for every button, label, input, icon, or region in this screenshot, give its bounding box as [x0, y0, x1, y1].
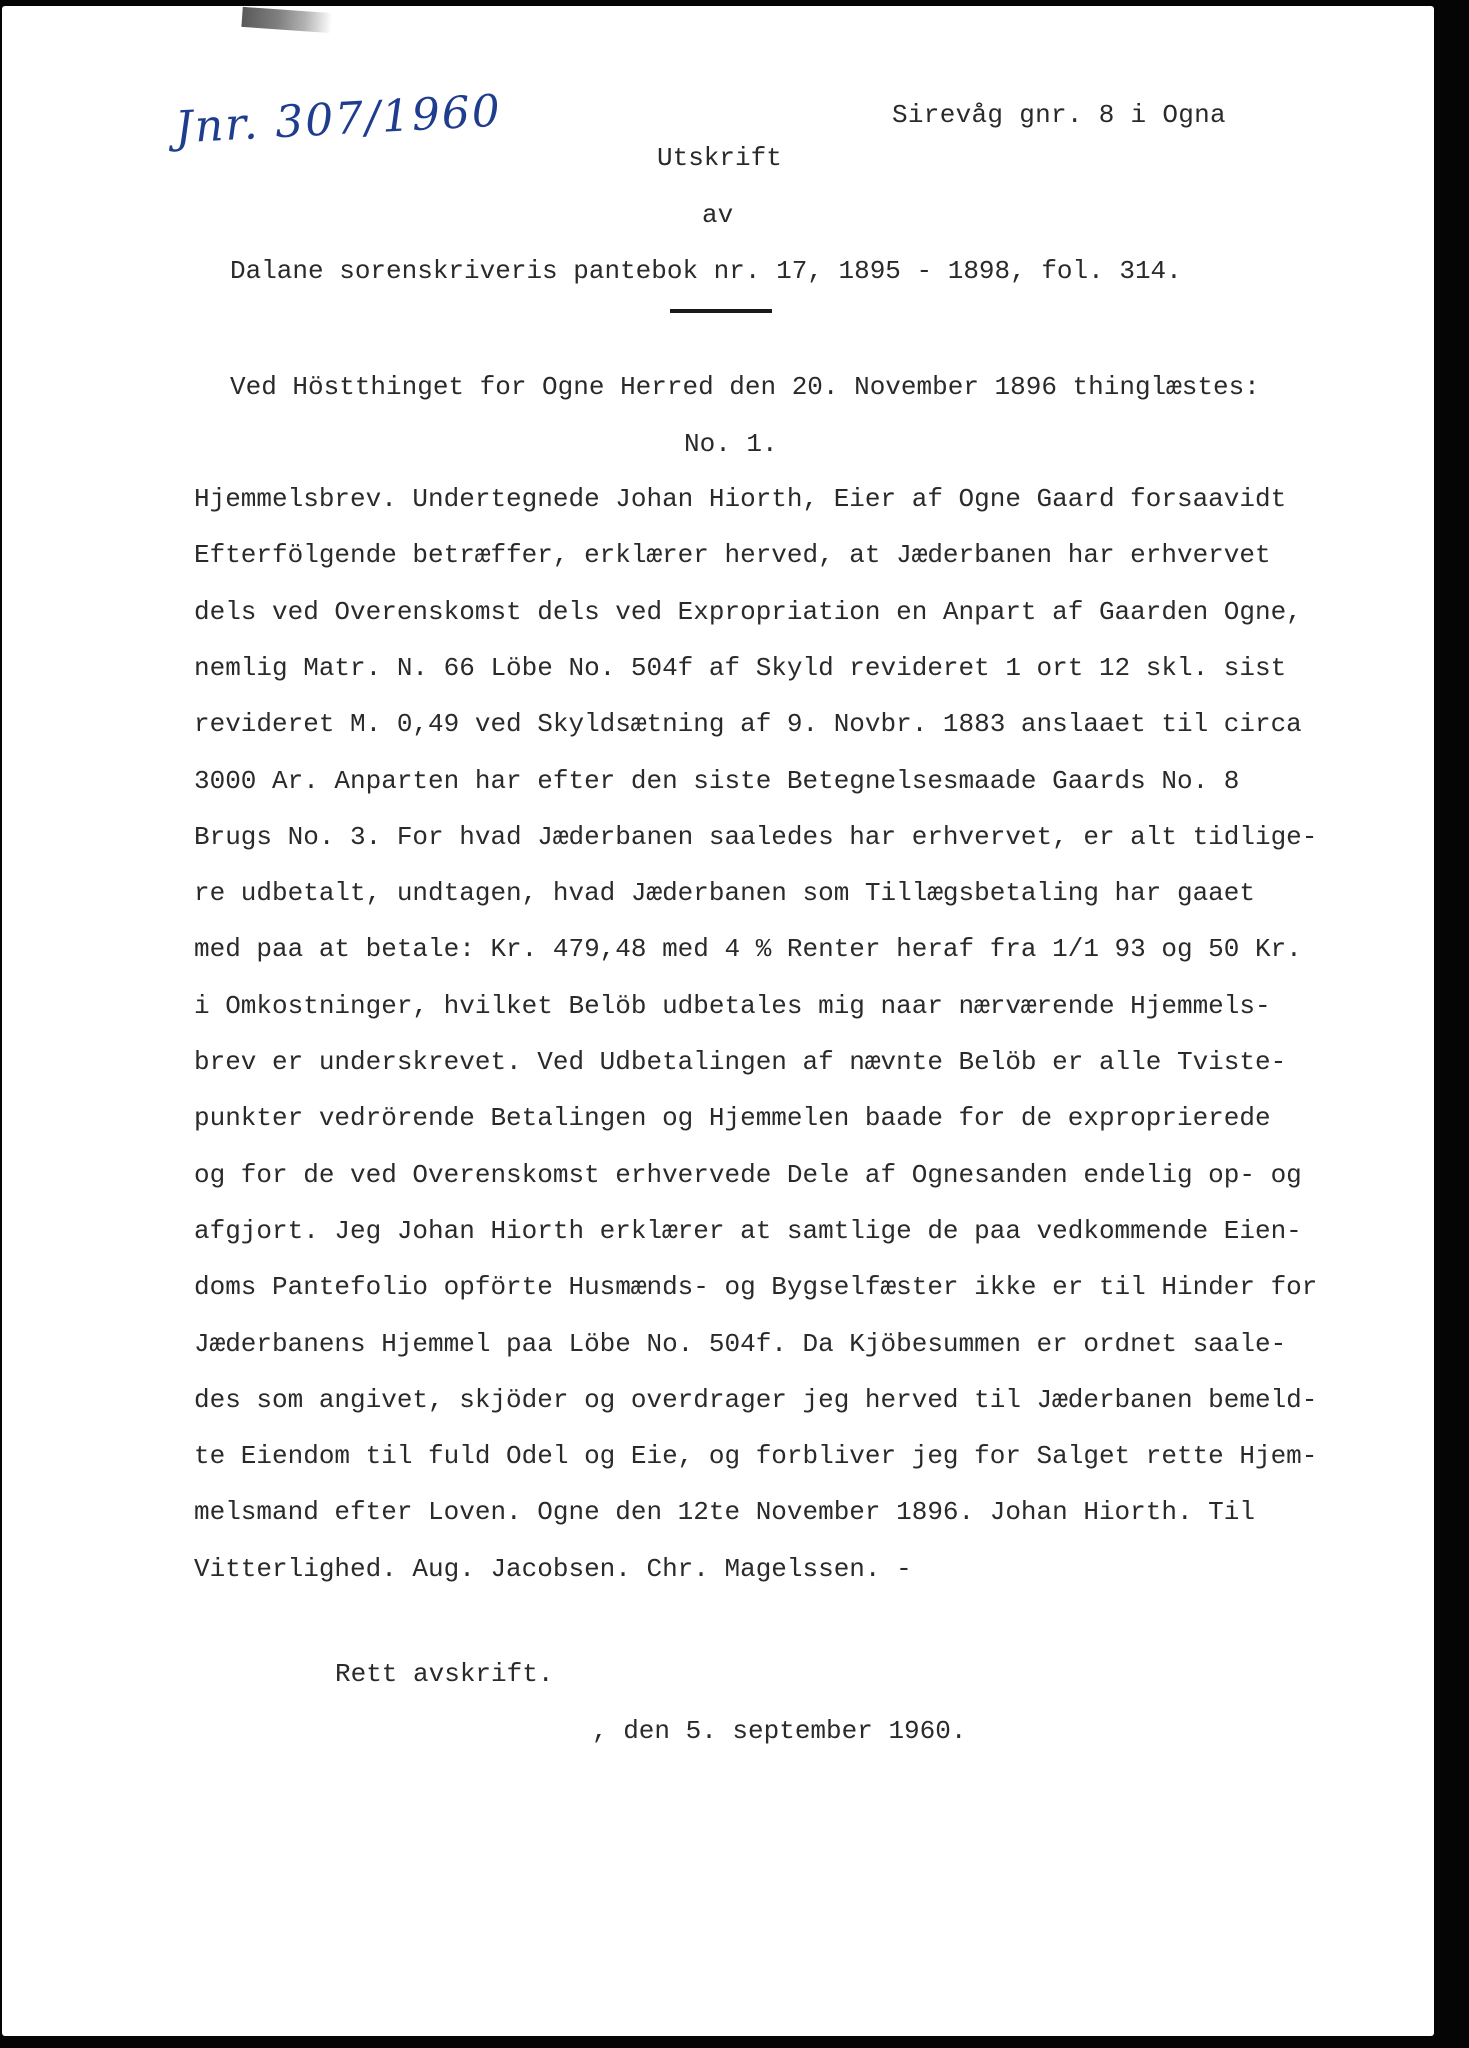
deed-text-line: Vitterlighed. Aug. Jacobsen. Chr. Magelssen. -: [194, 1554, 912, 1584]
deed-text-line: Brugs No. 3. For hvad Jæderbanen saaledes har erhvervet, er alt tidlige-: [194, 822, 1318, 852]
entry-number: No. 1.: [684, 429, 778, 459]
deed-text-line: doms Pantefolio opförte Husmænds- og Bygselfæster ikke er til Hinder for: [194, 1272, 1318, 1302]
deed-text-line: med paa at betale: Kr. 479,48 med 4 % Renter heraf fra 1/1 93 og 50 Kr.: [194, 934, 1302, 964]
certification-date: , den 5. september 1960.: [592, 1716, 967, 1746]
property-reference: Sirevåg gnr. 8 i Ogna: [892, 100, 1226, 130]
deed-text-line: nemlig Matr. N. 66 Löbe No. 504f af Skyld revideret 1 ort 12 skl. sist: [194, 653, 1287, 683]
deed-text-line: Efterfölgende betræffer, erklærer herved, at Jæderbanen har erhvervet: [194, 540, 1271, 570]
session-intro: Ved Höstthinget for Ogne Herred den 20. November 1896 thinglæstes:: [230, 372, 1260, 402]
deed-text-line: afgjort. Jeg Johan Hiorth erklærer at samtlige de paa vedkommende Eien-: [194, 1216, 1302, 1246]
document-title: Utskrift: [657, 143, 782, 173]
deed-text-line: Hjemmelsbrev. Undertegnede Johan Hiorth, Eier af Ogne Gaard forsaavidt: [194, 484, 1287, 514]
title-connector: av: [702, 200, 734, 230]
deed-text-line: brev er underskrevet. Ved Udbetalingen af nævnte Belöb er alle Tviste-: [194, 1047, 1287, 1077]
deed-text-line: revideret M. 0,49 ved Skyldsætning af 9. Novbr. 1883 anslaaet til circa: [194, 709, 1302, 739]
deed-text-line: des som angivet, skjöder og overdrager jeg herved til Jæderbanen bemeld-: [194, 1385, 1318, 1415]
deed-text-line: melsmand efter Loven. Ogne den 12te November 1896. Johan Hiorth. Til: [194, 1497, 1255, 1527]
certification-note: Rett avskrift.: [335, 1659, 554, 1689]
deed-text-line: punkter vedrörende Betalingen og Hjemmelen baade for de exproprierede: [194, 1103, 1271, 1133]
deed-text-line: og for de ved Overenskomst erhvervede Dele af Ognesanden endelig op- og: [194, 1160, 1302, 1190]
deed-text-line: Jæderbanens Hjemmel paa Löbe No. 504f. Da Kjöbesummen er ordnet saale-: [194, 1329, 1287, 1359]
handwritten-journal-number: Jnr. 307/1960: [173, 85, 504, 154]
deed-text-line: te Eiendom til fuld Odel og Eie, og forbliver jeg for Salget rette Hjem-: [194, 1441, 1318, 1471]
deed-text-line: re udbetalt, undtagen, hvad Jæderbanen som Tillægsbetaling har gaaet: [194, 878, 1255, 908]
stamp-smudge: [241, 7, 332, 33]
deed-text-line: i Omkostninger, hvilket Belöb udbetales mig naar nærværende Hjemmels-: [194, 991, 1271, 1021]
deed-text-line: 3000 Ar. Anparten har efter den siste Betegnelsesmaade Gaards No. 8: [194, 766, 1240, 796]
deed-text-line: dels ved Overenskomst dels ved Expropriation en Anpart af Gaarden Ogne,: [194, 597, 1302, 627]
source-register: Dalane sorenskriveris pantebok nr. 17, 1895 - 1898, fol. 314.: [230, 256, 1182, 286]
document-page: [2, 6, 1434, 2036]
title-divider: [670, 309, 772, 313]
